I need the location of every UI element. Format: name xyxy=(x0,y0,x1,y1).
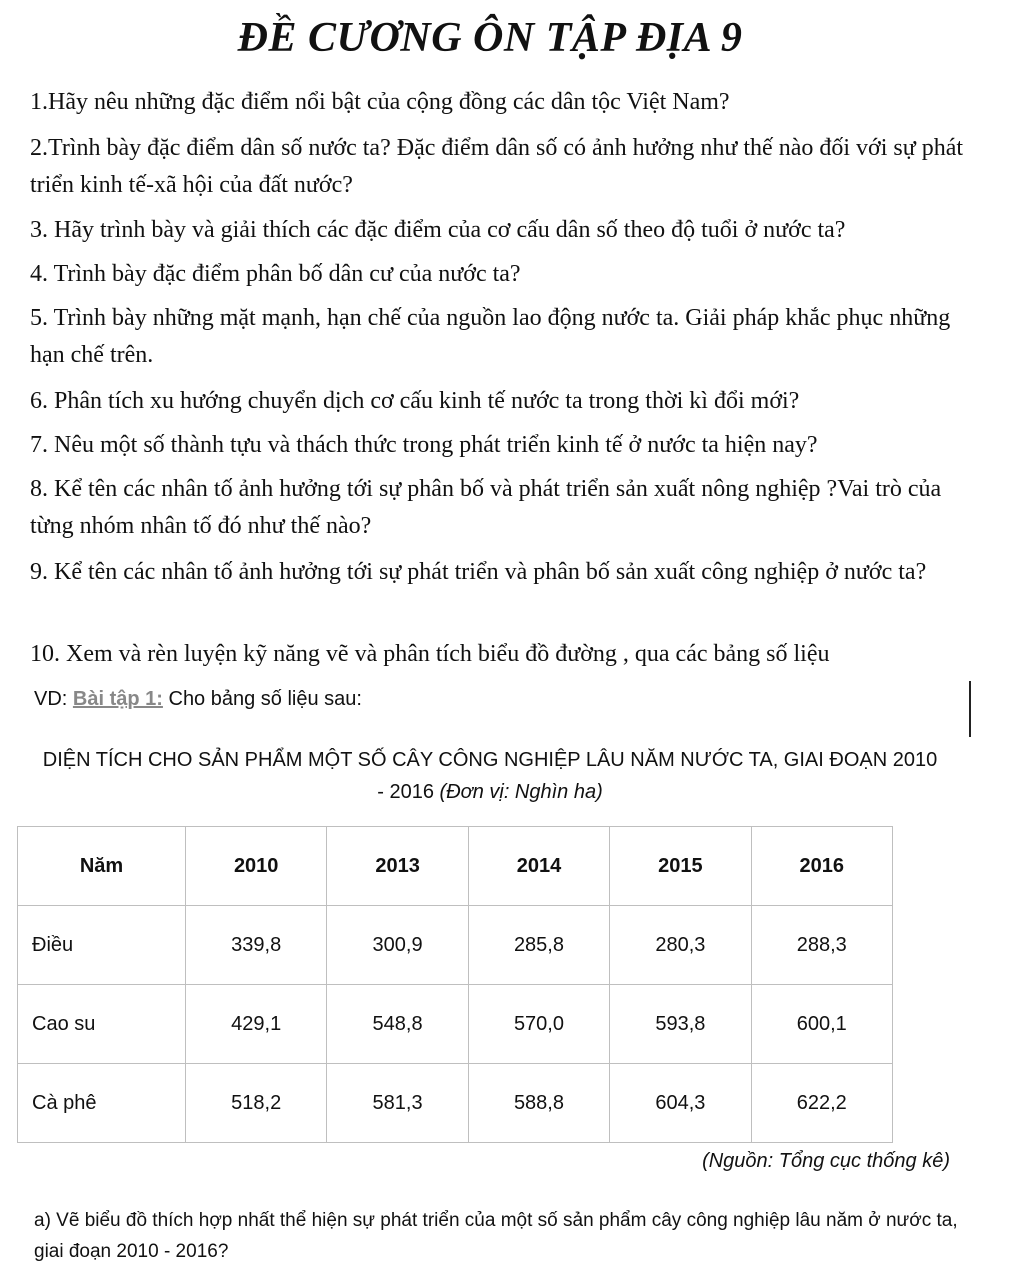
header-cell: 2013 xyxy=(327,827,468,906)
table-cell: 300,9 xyxy=(327,906,468,985)
question-a: a) Vẽ biểu đồ thích hợp nhất thể hiện sự phát triển của một số sản phẩm cây công nghiệp lâu năm ở nước ta, giai đoạn 2010 - 2016? xyxy=(34,1210,958,1262)
source-note: (Nguồn: Tổng cục thống kê) xyxy=(702,1150,950,1172)
row-label: Cao su xyxy=(18,985,186,1064)
question-5: 5. Trình bày những mặt mạnh, hạn chế của nguồn lao động nước ta. Giải pháp khắc phục những hạn chế trên. xyxy=(30,305,951,368)
question-2: 2.Trình bày đặc điểm dân số nước ta? Đặc điểm dân số có ảnh hưởng như thế nào đối với sự phát triển kinh tế-xã hội của đất nước? xyxy=(30,135,964,198)
question-10: 10. Xem và rèn luyện kỹ năng vẽ và phân tích biểu đồ đường , qua các bảng số liệu xyxy=(30,641,830,667)
table-cell: 570,0 xyxy=(468,985,609,1064)
row-label: Cà phê xyxy=(18,1064,186,1143)
table-cell: 518,2 xyxy=(186,1064,327,1143)
table-row xyxy=(18,985,893,1064)
table-title xyxy=(40,744,940,808)
header-cell: 2016 xyxy=(751,827,892,906)
table-cell: 280,3 xyxy=(610,906,751,985)
example-text: Cho bảng số liệu sau: xyxy=(162,688,362,710)
table-cell: 548,8 xyxy=(327,985,468,1064)
table-row xyxy=(18,906,893,985)
table-row xyxy=(18,1064,893,1143)
table-cell: 288,3 xyxy=(751,906,892,985)
table-title-main: DIỆN TÍCH CHO SẢN PHẨM MỘT SỐ CÂY CÔNG NGHIỆP LÂU NĂM NƯỚC TA, GIAI ĐOẠN 2010 - 2016 xyxy=(42,749,938,803)
table-cell: 600,1 xyxy=(751,985,892,1064)
table-cell: 604,3 xyxy=(610,1064,751,1143)
question-7: 7. Nêu một số thành tựu và thách thức trong phát triển kinh tế ở nước ta hiện nay? xyxy=(30,432,818,458)
header-cell: 2014 xyxy=(468,827,609,906)
text-cursor xyxy=(969,681,971,737)
table-cell: 339,8 xyxy=(186,906,327,985)
header-cell: 2010 xyxy=(186,827,327,906)
table-cell: 588,8 xyxy=(468,1064,609,1143)
example-line xyxy=(34,688,362,711)
table-cell: 593,8 xyxy=(610,985,751,1064)
table-cell: 622,2 xyxy=(751,1064,892,1143)
question-3: 3. Hãy trình bày và giải thích các đặc điểm của cơ cấu dân số theo độ tuổi ở nước ta? xyxy=(30,217,846,243)
table-cell: 285,8 xyxy=(468,906,609,985)
header-cell-year: Năm xyxy=(18,827,186,906)
question-4: 4. Trình bày đặc điểm phân bố dân cư của nước ta? xyxy=(30,261,521,287)
question-1: 1.Hãy nêu những đặc điểm nổi bật của cộng đồng các dân tộc Việt Nam? xyxy=(30,89,730,115)
table-header-row xyxy=(18,827,893,906)
question-6: 6. Phân tích xu hướng chuyển dịch cơ cấu kinh tế nước ta trong thời kì đổi mới? xyxy=(30,388,800,414)
data-table xyxy=(17,826,893,1143)
row-label: Điều xyxy=(18,906,186,985)
header-cell: 2015 xyxy=(610,827,751,906)
example-prefix: VD: xyxy=(34,688,73,710)
exercise-link[interactable]: Bài tập 1: xyxy=(72,688,163,710)
question-8: 8. Kể tên các nhân tố ảnh hưởng tới sự phân bố và phát triển sản xuất nông nghiệp ?Vai trò của từng nhóm nhân tố đó như thế nào? xyxy=(30,476,942,539)
table-cell: 429,1 xyxy=(186,985,327,1064)
document-title: ĐỀ CƯƠNG ÔN TẬP ĐỊA 9 xyxy=(237,15,743,61)
question-9: 9. Kể tên các nhân tố ảnh hưởng tới sự phát triển và phân bố sản xuất công nghiệp ở nước ta? xyxy=(30,559,927,585)
table-title-unit: (Đơn vị: Nghìn ha) xyxy=(439,781,603,803)
table-cell: 581,3 xyxy=(327,1064,468,1143)
